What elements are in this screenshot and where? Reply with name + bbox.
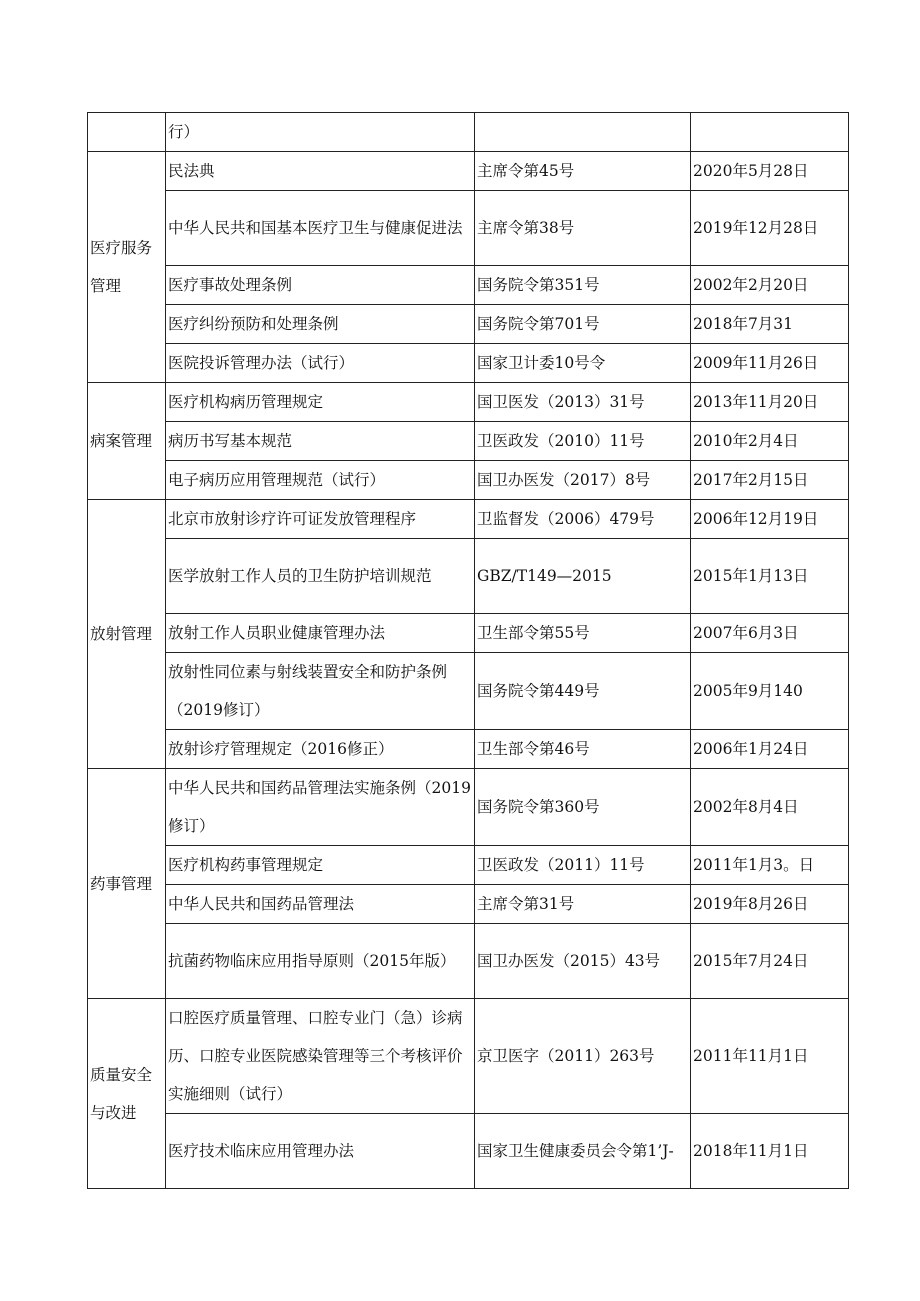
issue-date: 2010年2月4日 — [691, 422, 849, 461]
issue-date — [691, 113, 849, 152]
table-row — [88, 846, 849, 885]
issue-date: 2011年11月1日 — [691, 999, 849, 1114]
issue-date: 2009年11月26日 — [691, 344, 849, 383]
table-row — [88, 305, 849, 344]
table-row — [88, 1114, 849, 1189]
regulation-name: 医疗机构药事管理规定 — [166, 846, 475, 885]
issue-date: 2018年7月31 — [691, 305, 849, 344]
table-row — [88, 344, 849, 383]
regulation-name: 医疗机构病历管理规定 — [166, 383, 475, 422]
issue-date: 2015年1月13日 — [691, 539, 849, 614]
document-number: 国卫办医发（2015）43号 — [475, 924, 691, 999]
document-number: 京卫医字（2011）263号 — [475, 999, 691, 1114]
document-number: 卫医政发（2010）11号 — [475, 422, 691, 461]
issue-date: 2006年1月24日 — [691, 730, 849, 769]
table-row — [88, 152, 849, 191]
table-row — [88, 614, 849, 653]
document-number — [475, 113, 691, 152]
category-cell — [88, 113, 166, 152]
category-cell: 医疗服务管理 — [88, 152, 166, 383]
document-number: 主席令第45号 — [475, 152, 691, 191]
category-cell: 放射管理 — [88, 500, 166, 769]
regulation-name: 中华人民共和国药品管理法实施条例（2019修订） — [166, 769, 475, 846]
issue-date: 2011年1月3。日 — [691, 846, 849, 885]
document-number: 主席令第38号 — [475, 191, 691, 266]
table-row — [88, 113, 849, 152]
table-row — [88, 383, 849, 422]
regulation-name: 中华人民共和国药品管理法 — [166, 885, 475, 924]
regulation-name: 北京市放射诊疗许可证发放管理程序 — [166, 500, 475, 539]
document-number: 国务院令第449号 — [475, 653, 691, 730]
regulation-name: 口腔医疗质量管理、口腔专业门（急）诊病历、口腔专业医院感染管理等三个考核评价实施细则（试行） — [166, 999, 475, 1114]
table-row — [88, 653, 849, 730]
document-number: 国务院令第351号 — [475, 266, 691, 305]
document-number: 卫生部令第46号 — [475, 730, 691, 769]
document-number: 国务院令第360号 — [475, 769, 691, 846]
regulation-name: 医疗技术临床应用管理办法 — [166, 1114, 475, 1189]
table-row — [88, 500, 849, 539]
regulation-name: 放射工作人员职业健康管理办法 — [166, 614, 475, 653]
document-number: 卫医政发（2011）11号 — [475, 846, 691, 885]
table-row — [88, 885, 849, 924]
issue-date: 2020年5月28日 — [691, 152, 849, 191]
issue-date: 2005年9月140 — [691, 653, 849, 730]
category-cell: 病案管理 — [88, 383, 166, 500]
document-number: 国卫医发（2013）31号 — [475, 383, 691, 422]
table-row — [88, 422, 849, 461]
regulation-name: 行） — [166, 113, 475, 152]
issue-date: 2013年11月20日 — [691, 383, 849, 422]
category-cell: 质量安全与改进 — [88, 999, 166, 1189]
table-row — [88, 924, 849, 999]
table-row — [88, 730, 849, 769]
regulation-name: 中华人民共和国基本医疗卫生与健康促进法 — [166, 191, 475, 266]
regulation-name: 医学放射工作人员的卫生防护培训规范 — [166, 539, 475, 614]
regulation-name: 抗菌药物临床应用指导原则（2015年版） — [166, 924, 475, 999]
table-row — [88, 539, 849, 614]
document-number: 国卫办医发（2017）8号 — [475, 461, 691, 500]
document-number: GBZ/T149—2015 — [475, 539, 691, 614]
table-row — [88, 461, 849, 500]
table-row — [88, 999, 849, 1114]
table-row — [88, 769, 849, 846]
document-number: 国家卫计委10号令 — [475, 344, 691, 383]
document-number: 卫监督发（2006）479号 — [475, 500, 691, 539]
regulation-name: 病历书写基本规范 — [166, 422, 475, 461]
document-number: 卫生部令第55号 — [475, 614, 691, 653]
issue-date: 2006年12月19日 — [691, 500, 849, 539]
regulations-table — [87, 112, 849, 1189]
issue-date: 2019年8月26日 — [691, 885, 849, 924]
issue-date: 2002年2月20日 — [691, 266, 849, 305]
regulation-name: 电子病历应用管理规范（试行） — [166, 461, 475, 500]
regulation-name: 放射诊疗管理规定（2016修正） — [166, 730, 475, 769]
category-cell: 药事管理 — [88, 769, 166, 999]
issue-date: 2015年7月24日 — [691, 924, 849, 999]
table-row — [88, 191, 849, 266]
regulation-name: 民法典 — [166, 152, 475, 191]
table-row — [88, 266, 849, 305]
issue-date: 2018年11月1日 — [691, 1114, 849, 1189]
issue-date: 2007年6月3日 — [691, 614, 849, 653]
issue-date: 2002年8月4日 — [691, 769, 849, 846]
regulation-name: 医院投诉管理办法（试行） — [166, 344, 475, 383]
regulation-name: 医疗纠纷预防和处理条例 — [166, 305, 475, 344]
document-number: 国务院令第701号 — [475, 305, 691, 344]
issue-date: 2019年12月28日 — [691, 191, 849, 266]
regulation-name: 医疗事故处理条例 — [166, 266, 475, 305]
document-number: 国家卫生健康委员会令第1’J- — [475, 1114, 691, 1189]
issue-date: 2017年2月15日 — [691, 461, 849, 500]
regulation-name: 放射性同位素与射线装置安全和防护条例（2019修订） — [166, 653, 475, 730]
document-number: 主席令第31号 — [475, 885, 691, 924]
